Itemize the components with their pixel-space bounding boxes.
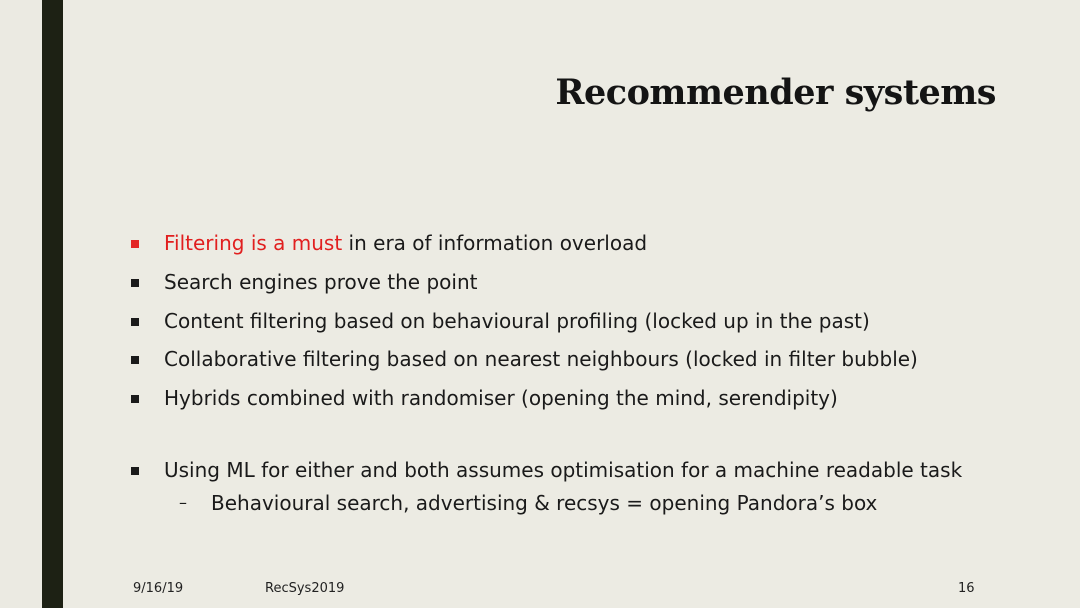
footer-date: 9/16/19 <box>133 581 184 596</box>
square-bullet-icon <box>131 240 139 248</box>
slide-left-margin <box>0 0 42 608</box>
footer-event: RecSys2019 <box>265 581 345 596</box>
bullet-item <box>131 342 1031 381</box>
bullet-item <box>131 381 1031 420</box>
slide-number: 16 <box>958 581 975 596</box>
highlighted-phrase: Filtering is a must <box>164 231 343 255</box>
bullet-text: Hybrids combined with randomiser (opening the mind, serendipity) <box>164 386 838 411</box>
bullet-text-rest: in era of information overload <box>342 231 648 255</box>
bullet-text: Content filtering based on behavioural profiling (locked up in the past) <box>164 308 870 333</box>
bullet-text: Using ML for either and both assumes optimisation for a machine readable task <box>164 457 963 482</box>
bullet-text: Collaborative filtering based on nearest neighbours (locked in filter bubble) <box>164 347 918 372</box>
bullet-item <box>131 265 1031 304</box>
square-bullet-icon <box>131 356 139 364</box>
sub-bullet-item <box>131 486 1031 520</box>
bullet-text <box>164 226 647 260</box>
dash-bullet-icon: – <box>179 492 187 512</box>
bullet-text: Search engines prove the point <box>164 269 478 294</box>
bullet-list <box>131 226 1031 520</box>
sub-bullet-text: Behavioural search, advertising & recsys = opening Pandora’s box <box>211 490 878 515</box>
bullet-item <box>131 226 1031 265</box>
square-bullet-icon <box>131 467 139 475</box>
slide-accent-bar <box>42 0 63 608</box>
slide-title: Recommender systems <box>555 72 996 113</box>
square-bullet-icon <box>131 395 139 403</box>
square-bullet-icon <box>131 318 139 326</box>
bullet-item <box>131 304 1031 343</box>
bullet-item <box>131 453 1031 486</box>
square-bullet-icon <box>131 279 139 287</box>
